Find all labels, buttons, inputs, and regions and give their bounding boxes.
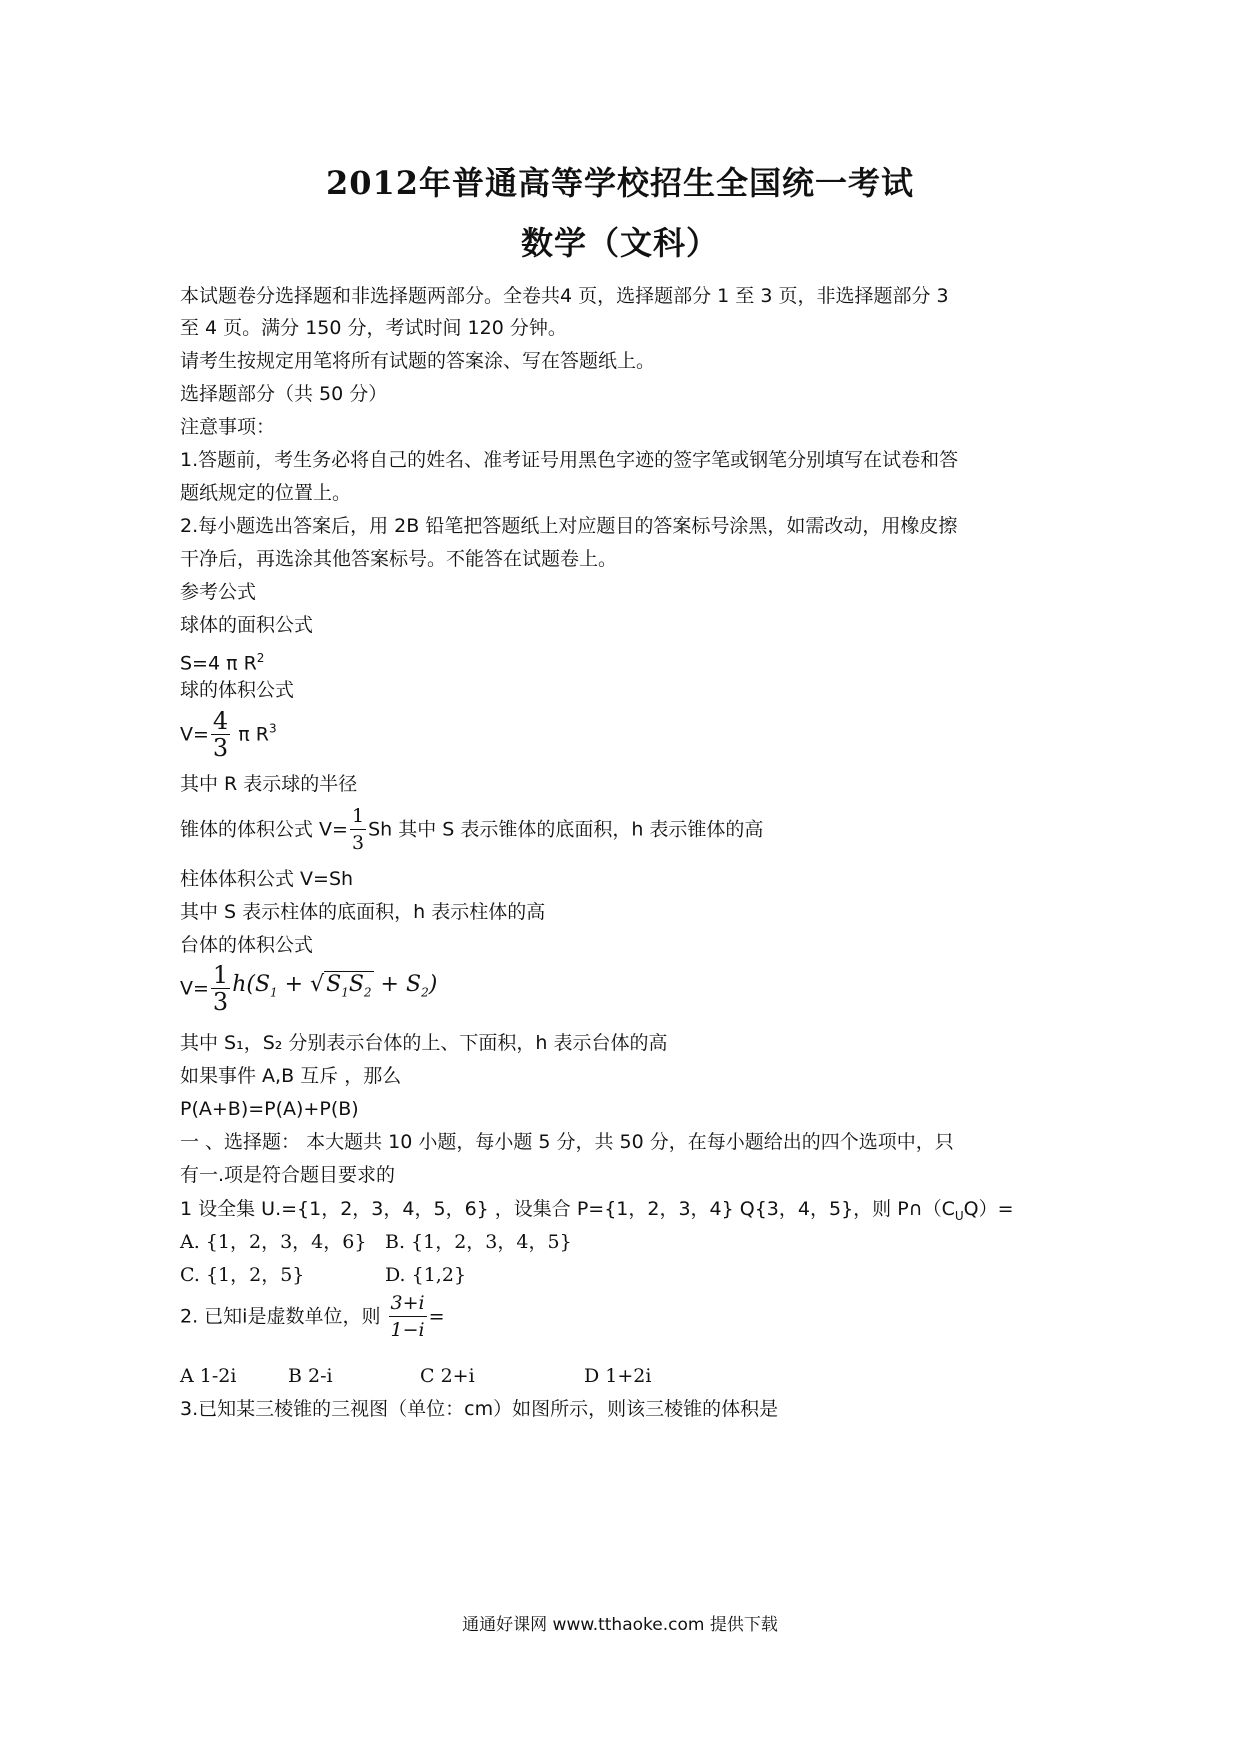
question-3-stem: 3.已知某三棱锥的三视图（单位：cm）如图所示，则该三棱锥的体积是 bbox=[180, 1398, 779, 1420]
sphere-area-text: S=4 π R bbox=[180, 652, 257, 675]
sphere-volume-fraction bbox=[211, 708, 230, 761]
frustum-expression: $h(S_1 + √S_1S_2 + S_2)$ bbox=[232, 971, 438, 1000]
sphere-volume-prefix: V= bbox=[180, 723, 209, 746]
fraction-numerator: 1 bbox=[212, 961, 229, 989]
q1-stem-sub: U bbox=[954, 1208, 964, 1223]
page-footer: 通通好课网 www.tthaoke.com 提供下载 bbox=[462, 1615, 778, 1635]
q1-stem-text: 1 设全集 U.={1，2，3，4，5，6} ，设集合 P={1，2，3，4} Q{3，4，5}，则 P∩（C bbox=[180, 1198, 955, 1220]
question-1-options-cd bbox=[180, 1262, 1070, 1288]
q2-option-a: A 1-2i bbox=[180, 1365, 237, 1387]
intro-line-3: 请考生按规定用笔将所有试题的答案涂、写在答题纸上。 bbox=[180, 350, 656, 372]
sphere-volume-title: 球的体积公式 bbox=[180, 679, 295, 701]
sphere-area-exp: 2 bbox=[256, 651, 265, 665]
fraction-denominator: 3 bbox=[212, 988, 229, 1016]
probability-formula: P(A+B)=P(A)+P(B) bbox=[180, 1098, 359, 1120]
note-2b: 干净后，再选涂其他答案标号。不能答在试题卷上。 bbox=[180, 548, 618, 570]
cone-prefix: 锥体的体积公式 V= bbox=[180, 818, 348, 841]
frustum-prefix: V= bbox=[180, 977, 209, 1000]
cone-formula bbox=[180, 803, 1070, 859]
frustum-title: 台体的体积公式 bbox=[180, 934, 314, 956]
frustum-fraction bbox=[211, 962, 230, 1015]
question-1-options-ab bbox=[180, 1229, 1070, 1255]
intro-line-5: 注意事项： bbox=[180, 416, 276, 438]
sphere-volume-exp: 3 bbox=[268, 721, 277, 736]
formula-heading: 参考公式 bbox=[180, 581, 257, 603]
q1-option-a: A. {1，2，3，4，6} bbox=[180, 1231, 367, 1253]
question-2-stem bbox=[180, 1290, 1070, 1348]
section-1-line-1: 一 、选择题： 本大题共 10 小题，每小题 5 分，共 50 分，在每小题给出的四个选项中，只 bbox=[180, 1131, 954, 1153]
q1-option-b: B. {1，2，3，4，5} bbox=[385, 1231, 572, 1253]
prism-formula: 柱体体积公式 V=Sh bbox=[180, 868, 354, 890]
fraction-numerator: 3+i bbox=[389, 1290, 427, 1317]
q2-stem-suffix: = bbox=[428, 1305, 445, 1328]
question-1-stem bbox=[180, 1196, 1070, 1229]
note-1a: 1.答题前，考生务必将自己的姓名、准考证号用黑色字迹的签字笔或钢笔分别填写在试卷和答 bbox=[180, 449, 959, 471]
q1-option-c: C. {1，2，5} bbox=[180, 1264, 305, 1286]
frustum-formula bbox=[180, 962, 1070, 1020]
q2-option-c: C 2+i bbox=[420, 1365, 475, 1387]
event-line: 如果事件 A,B 互斥 ，那么 bbox=[180, 1065, 402, 1087]
intro-line-1: 本试题卷分选择题和非选择题两部分。全卷共4 页，选择题部分 1 至 3 页，非选择题部分 3 bbox=[180, 285, 949, 307]
fraction-numerator: 1 bbox=[350, 803, 366, 830]
frustum-meaning: 其中 S₁，S₂ 分别表示台体的上、下面积，h 表示台体的高 bbox=[180, 1032, 668, 1054]
q2-stem-prefix: 2. 已知i是虚数单位，则 bbox=[180, 1305, 387, 1328]
fraction-numerator: 4 bbox=[212, 707, 229, 735]
q1-stem-end: Q）= bbox=[963, 1198, 1014, 1220]
intro-line-4: 选择题部分（共 50 分） bbox=[180, 383, 388, 405]
q2-fraction bbox=[389, 1290, 427, 1343]
question-2-options bbox=[180, 1363, 1070, 1389]
note-1b: 题纸规定的位置上。 bbox=[180, 482, 352, 504]
q2-option-b: B 2-i bbox=[288, 1365, 333, 1387]
q2-option-d: D 1+2i bbox=[584, 1365, 652, 1387]
cone-fraction bbox=[350, 803, 366, 856]
fraction-denominator: 1−i bbox=[390, 1319, 425, 1341]
radius-meaning: 其中 R 表示球的半径 bbox=[180, 773, 358, 795]
prism-meaning: 其中 S 表示柱体的底面积，h 表示柱体的高 bbox=[180, 901, 546, 923]
fraction-denominator: 3 bbox=[351, 832, 365, 854]
sphere-area-formula bbox=[180, 645, 1070, 676]
section-1-line-2: 有一.项是符合题目要求的 bbox=[180, 1164, 396, 1186]
note-2a: 2.每小题选出答案后，用 2B 铅笔把答题纸上对应题目的答案标号涂黑，如需改动，用橡皮擦 bbox=[180, 515, 958, 537]
sphere-volume-formula bbox=[180, 708, 1070, 764]
q1-option-d: D. {1,2} bbox=[385, 1264, 467, 1286]
sphere-volume-suffix: π R bbox=[232, 723, 269, 746]
intro-line-2: 至 4 页。满分 150 分，考试时间 120 分钟。 bbox=[180, 317, 567, 339]
exam-subtitle: 数学（文科） bbox=[520, 224, 719, 262]
fraction-denominator: 3 bbox=[212, 734, 229, 762]
cone-suffix: Sh 其中 S 表示锥体的底面积，h 表示锥体的高 bbox=[368, 818, 764, 841]
sphere-area-title: 球体的面积公式 bbox=[180, 614, 314, 636]
exam-title: 2012年普通高等学校招生全国统一考试 bbox=[325, 164, 915, 202]
